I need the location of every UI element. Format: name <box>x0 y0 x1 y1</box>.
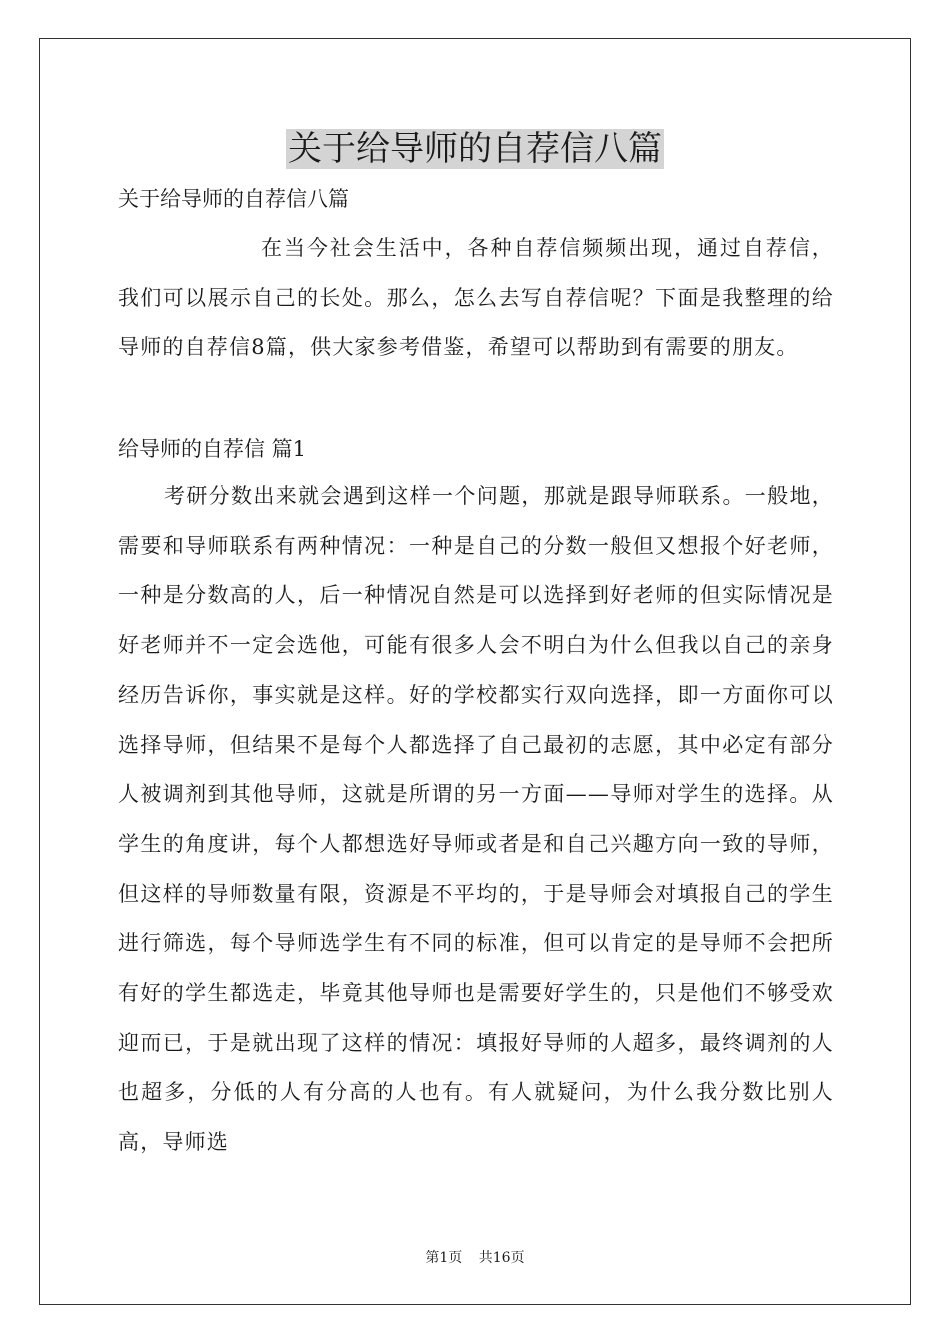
document-title-text: 关于给导师的自荐信八篇 <box>288 129 662 169</box>
page-number: 第1页 <box>425 1250 463 1266</box>
page-footer <box>0 1248 950 1268</box>
document-subtitle: 关于给导师的自荐信八篇 <box>118 187 349 211</box>
page-total: 共16页 <box>478 1250 525 1266</box>
intro-paragraph: 在当今社会生活中，各种自荐信频频出现，通过自荐信，我们可以展示自己的长处。那么，怎么去写自荐信呢？下面是我整理的给导师的自荐信8篇，供大家参考借鉴，希望可以帮助到有需要的朋友。 <box>118 236 834 360</box>
document-title <box>0 123 950 175</box>
essay-paragraph: 考研分数出来就会遇到这样一个问题，那就是跟导师联系。一般地，需要和导师联系有两种情况：一种是自己的分数一般但又想报个好老师，一种是分数高的人，后一种情况自然是可以选择到好老师的但实际情况是好老师并不一定会选他，可能有很多人会不明白为什么但我以自己的亲身经历告诉你，事实就是这样。好的学校都实行双向选择，即一方面你可以选择导师，但结果不是每个人都选择了自己最初的志愿，其中必定有部分人被调剂到其他导师，这就是所谓的另一方面——导师对学生的选择。从学生的角度讲，每个人都想选好导师或者是和自己兴趣方向一致的导师，但这样的导师数量有限，资源是不平均的，于是导师会对填报自己的学生进行筛选，每个导师选学生有不同的标准，但可以肯定的是导师不会把所有好的学生都选走，毕竟其他导师也是需要好学生的，只是他们不够受欢迎而已，于是就出现了这样的情况：填报好导师的人超多，最终调剂的人也超多，分低的人有分高的人也有。有人就疑问，为什么我分数比别人高，导师选 <box>118 484 834 1155</box>
section-heading: 给导师的自荐信 篇1 <box>118 437 307 461</box>
